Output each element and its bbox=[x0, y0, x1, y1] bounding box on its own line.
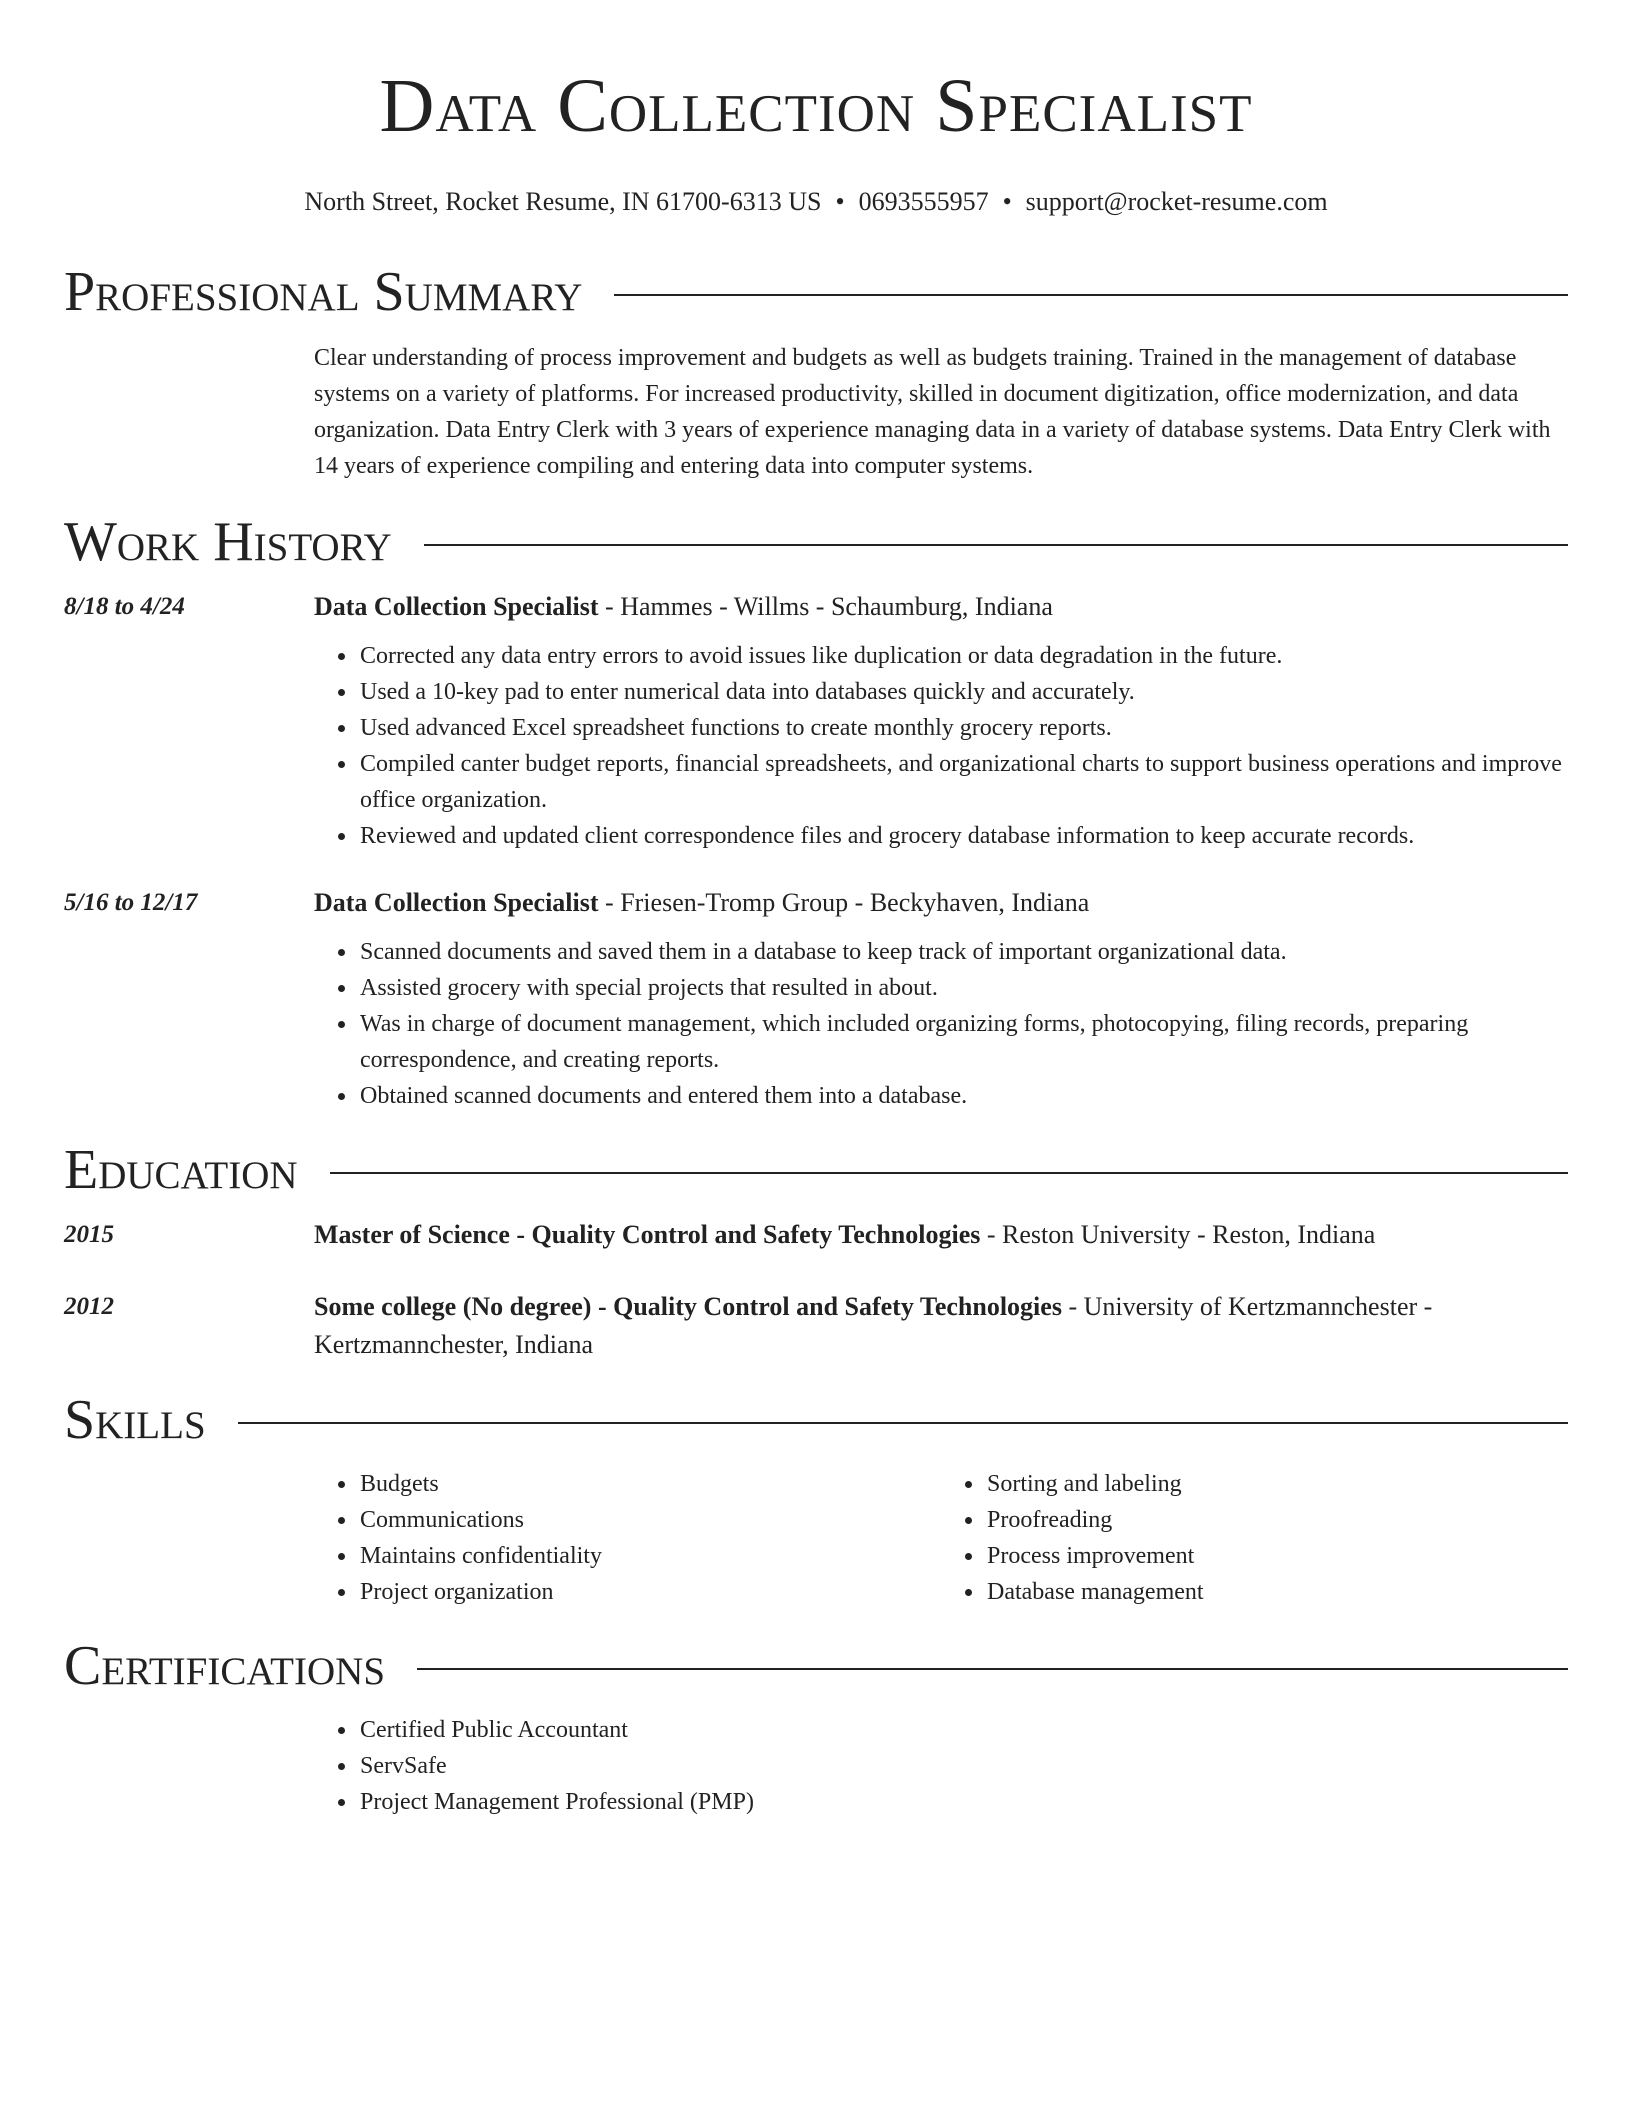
section-title: Professional Summary bbox=[64, 261, 583, 323]
section-divider bbox=[417, 1668, 1568, 1670]
list-item: • Sorting and labeling bbox=[985, 1466, 1568, 1502]
list-item: • ServSafe bbox=[358, 1748, 1568, 1784]
skills-section bbox=[64, 1390, 1568, 1610]
job-entry bbox=[64, 588, 1568, 854]
section-divider bbox=[614, 294, 1568, 296]
contact-line bbox=[64, 186, 1568, 218]
job-role: Data Collection Specialist bbox=[314, 888, 599, 917]
education-entry bbox=[64, 1216, 1568, 1254]
list-item: • Obtained scanned documents and entered them into a database. bbox=[358, 1078, 1568, 1114]
job-main bbox=[314, 588, 1568, 854]
list-item: • Project organization bbox=[358, 1574, 941, 1610]
section-header bbox=[64, 1140, 1568, 1200]
job-details: - Hammes - Willms - Schaumburg, Indiana bbox=[598, 592, 1053, 621]
certifications-body bbox=[314, 1712, 1568, 1820]
section-header bbox=[64, 1636, 1568, 1696]
resume-name: Data Collection Specialist bbox=[379, 64, 1253, 148]
education-entry bbox=[64, 1288, 1568, 1364]
list-item: • Was in charge of document management, which included organizing forms, photocopying, filing records, preparing correspondence, and creating reports. bbox=[358, 1006, 1568, 1078]
job-heading bbox=[314, 588, 1568, 626]
section-title: Work History bbox=[64, 511, 392, 573]
list-item: • Reviewed and updated client correspondence files and grocery database information to keep accurate records. bbox=[358, 818, 1568, 854]
skills-grid bbox=[314, 1466, 1568, 1610]
contact-separator: • bbox=[1002, 187, 1012, 216]
education-year: 2015 bbox=[64, 1221, 114, 1248]
job-entry bbox=[64, 884, 1568, 1114]
list-item: • Used a 10-key pad to enter numerical data into databases quickly and accurately. bbox=[358, 674, 1568, 710]
section-divider bbox=[330, 1172, 1568, 1174]
list-item: • Corrected any data entry errors to avoid issues like duplication or data degradation in the future. bbox=[358, 638, 1568, 674]
skills-list-right bbox=[941, 1466, 1568, 1610]
certifications-section bbox=[64, 1636, 1568, 1820]
job-bullets bbox=[314, 934, 1568, 1114]
list-item: • Certified Public Accountant bbox=[358, 1712, 1568, 1748]
job-main bbox=[314, 884, 1568, 1114]
job-details: - Friesen-Tromp Group - Beckyhaven, Indiana bbox=[598, 888, 1090, 917]
list-item: • Project Management Professional (PMP) bbox=[358, 1784, 1568, 1820]
summary-section bbox=[64, 262, 1568, 484]
list-item: • Used advanced Excel spreadsheet functions to create monthly grocery reports. bbox=[358, 710, 1568, 746]
contact-separator: • bbox=[835, 187, 845, 216]
skills-list-left bbox=[314, 1466, 941, 1610]
list-item: • Assisted grocery with special projects that resulted in about. bbox=[358, 970, 1568, 1006]
list-item: • Budgets bbox=[358, 1466, 941, 1502]
education-degree: Master of Science - Quality Control and Safety Technologies bbox=[314, 1220, 981, 1249]
education-degree: Some college (No degree) - Quality Control and Safety Technologies bbox=[314, 1292, 1062, 1321]
list-item: • Process improvement bbox=[985, 1538, 1568, 1574]
education-heading bbox=[314, 1288, 1568, 1364]
section-header bbox=[64, 1390, 1568, 1450]
summary-text: Clear understanding of process improvement and budgets as well as budgets training. Trained in the management of database systems on a variety of platforms. For increased productivity, skilled in document digitization, office modernization, and data organization. Data Entry Clerk with 3 years of experience managing data in a variety of database systems. Data Entry Clerk with 14 years of experience compiling and entering data into computer systems. bbox=[314, 345, 1551, 479]
job-dates: 5/16 to 12/17 bbox=[64, 889, 198, 916]
work-history-section bbox=[64, 512, 1568, 1114]
section-title: Certifications bbox=[64, 1635, 386, 1697]
job-dates: 8/18 to 4/24 bbox=[64, 593, 185, 620]
section-title: Skills bbox=[64, 1389, 206, 1451]
section-title: Education bbox=[64, 1139, 298, 1201]
education-heading bbox=[314, 1216, 1568, 1254]
job-role: Data Collection Specialist bbox=[314, 592, 599, 621]
job-heading bbox=[314, 884, 1568, 922]
job-bullets bbox=[314, 638, 1568, 854]
education-details: - University of Kertzmannchester - Kertzmannchester, Indiana bbox=[314, 1292, 1433, 1359]
list-item: • Communications bbox=[358, 1502, 941, 1538]
list-item: • Database management bbox=[985, 1574, 1568, 1610]
list-item: • Proofreading bbox=[985, 1502, 1568, 1538]
contact-phone: 0693555957 bbox=[858, 187, 989, 216]
contact-email: support@rocket-resume.com bbox=[1025, 187, 1328, 216]
education-section bbox=[64, 1140, 1568, 1364]
section-header bbox=[64, 512, 1568, 572]
education-year: 2012 bbox=[64, 1293, 114, 1320]
section-divider bbox=[424, 544, 1568, 546]
certifications-list bbox=[314, 1712, 1568, 1820]
section-header bbox=[64, 262, 1568, 322]
list-item: • Scanned documents and saved them in a database to keep track of important organizational data. bbox=[358, 934, 1568, 970]
list-item: • Compiled canter budget reports, financial spreadsheets, and organizational charts to support business operations and improve office organization. bbox=[358, 746, 1568, 818]
list-item: • Maintains confidentiality bbox=[358, 1538, 941, 1574]
section-divider bbox=[238, 1422, 1568, 1424]
education-details: - Reston University - Reston, Indiana bbox=[980, 1220, 1376, 1249]
contact-address: North Street, Rocket Resume, IN 61700-6313 US bbox=[304, 187, 822, 216]
